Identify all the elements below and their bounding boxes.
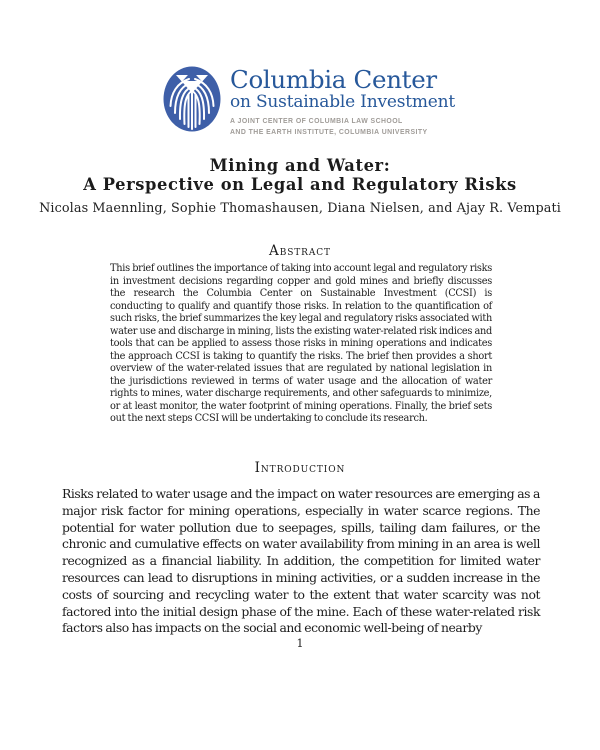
introduction-text: Risks related to water usage and the impact on water resources are emerging as a major risk factor for mining operations, especially in water scarce regions. The potential for water pollution due to seepages, spills, tailing dam failures, or the chronic and cumulative effects on water availability from mining in an area is well recognized as a financial liability. In addition, the competition for limited water resources can lead to disruptions in mining activities, or a sudden increase in the costs of sourcing and recycling water to the extent that water scarcity was not factored into the initial design phase of the mine. Each of these water-related risk factors also has impacts on the social and economic well-being of nearby: [62, 486, 540, 636]
abstract-text: This brief outlines the importance of taking into account legal and regulatory risks in investment decisions regarding copper and gold mines and briefly discusses the research the Columbia Center on Sustainable Investment (CCSI) is conducting to qualify and quantify those risks. In relation to the quantification of such risks, the brief summarizes the key legal and regulatory risks associated with water use and discharge in mining, lists the existing water-related risk indices and tools that can be applied to assess those risks in mining operations and indicates the approach CCSI is taking to quantify the risks. The brief then provides a short overview of the water-related issues that are regulated by national legislation in the jurisdictions reviewed in terms of water usage and the allocation of water rights to mines, water discharge requirements, and other safeguards to minimize, or at least monitor, the water footprint of mining operations. Finally, the brief sets out the next steps CCSI will be undertaking to conclude its research.: [110, 263, 492, 424]
logo-caption-line1: A JOINT CENTER OF COLUMBIA LAW SCHOOL: [230, 118, 403, 126]
title-block: [0, 156, 600, 216]
abstract-heading: Abstract: [269, 243, 331, 259]
page-number: 1: [296, 637, 304, 650]
logo-name: Columbia Center: [230, 65, 437, 94]
logo-caption: [230, 116, 455, 138]
logo-caption-line2: AND THE EARTH INSTITUTE, COLUMBIA UNIVERSITY: [230, 129, 428, 137]
paper-title-line1: Mining and Water:: [209, 156, 391, 175]
logo-subtitle: on Sustainable Investment: [230, 91, 456, 112]
ccsi-tree-fountain-emblem-icon: [163, 66, 221, 132]
ccsi-logo: [163, 66, 455, 138]
authors-line: Nicolas Maennling, Sophie Thomashausen, Diana Nielsen, and Ajay R. Vempati: [39, 201, 561, 216]
introduction-heading: Introduction: [254, 460, 346, 476]
paper-title-line2: A Perspective on Legal and Regulatory Risks: [83, 175, 517, 194]
logo-text-block: [230, 66, 455, 138]
